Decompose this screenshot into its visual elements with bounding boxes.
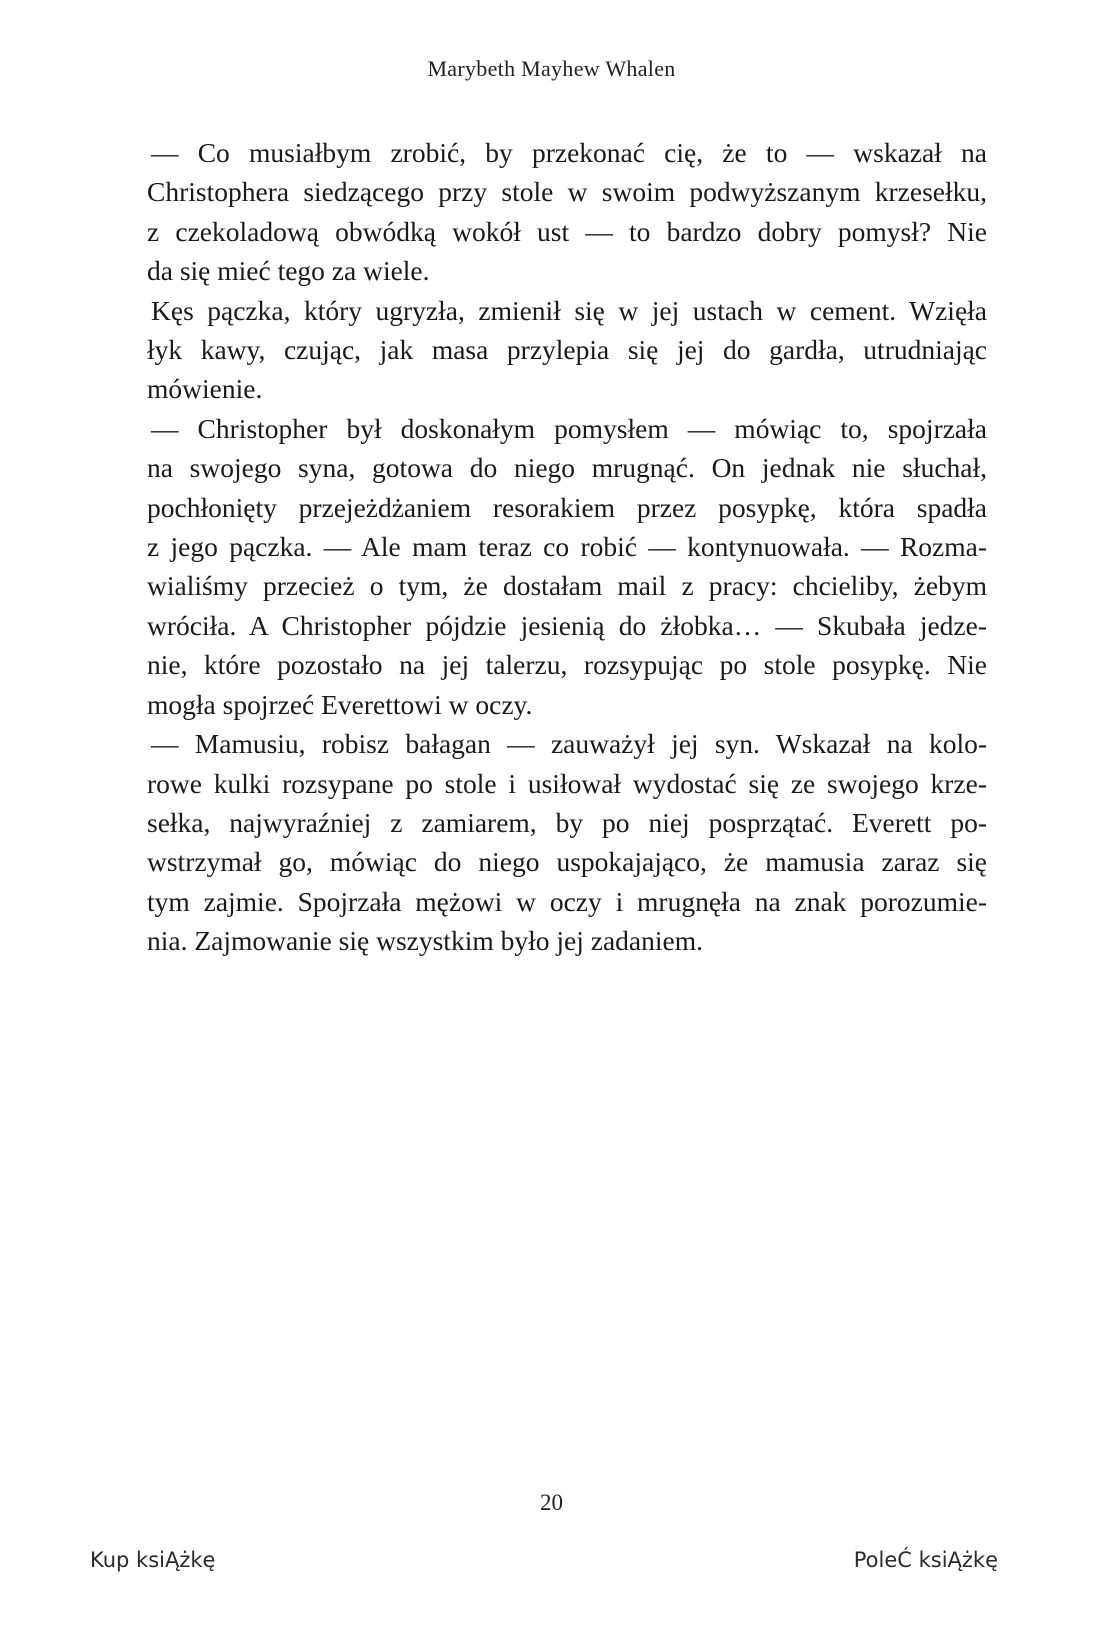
text-line: wialiśmy przecież o tym, że dostałam mail z pracy: chcieliby, żebym [147, 570, 987, 602]
text-line: mówienie. [147, 373, 263, 405]
text-line: z czekoladową obwódką wokół ust — to bardzo dobry pomysł? Nie [147, 215, 987, 247]
text-line: na swojego syna, gotowa do niego mrugnąć. On jednak nie słuchał, [147, 452, 987, 484]
text-line: da się mieć tego za wiele. [147, 255, 430, 287]
text-line: — Christopher był doskonałym pomysłem — mówiąc to, spojrzała [151, 412, 987, 444]
text-line: łyk kawy, czując, jak masa przylepia się jej do gardła, utrudniając [147, 334, 987, 366]
text-line: — Co musiałbym zrobić, by przekonać cię, że to — wskazał na [151, 137, 987, 168]
text-line: wróciła. A Christopher pójdzie jesienią do żłobka… — Skubała jedze- [147, 609, 987, 641]
text-line: pochłonięty przejeżdżaniem resorakiem przez posypkę, która spadła [147, 491, 987, 523]
text-line: rowe kulki rozsypane po stole i usiłował wydostać się ze swojego krze- [147, 767, 987, 799]
text-line: z jego pączka. — Ale mam teraz co robić — kontynuowała. — Rozma- [147, 531, 987, 563]
page-number: 20 [540, 1490, 563, 1515]
text-line: — Mamusiu, robisz bałagan — zauważył jej syn. Wskazał na kolo- [151, 728, 987, 760]
buy-book-link[interactable]: Kup ksiĄżkę [90, 1548, 216, 1572]
text-line: nie, które pozostało na jej talerzu, rozsypując po stole posypkę. Nie [147, 649, 987, 681]
running-header-author: Marybeth Mayhew Whalen [427, 56, 676, 81]
text-line: nia. Zajmowanie się wszystkim było jej zadaniem. [147, 925, 703, 957]
text-line: tym zajmie. Spojrzała mężowi w oczy i mrugnęła na znak porozumie- [147, 885, 987, 917]
text-line: mogła spojrzeć Everettowi w oczy. [147, 688, 533, 720]
text-line: sełka, najwyraźniej z zamiarem, by po niej posprzątać. Everett po- [147, 806, 987, 838]
body-text [147, 133, 987, 961]
text-line: wstrzymał go, mówiąc do niego uspokajająco, że mamusia zaraz się [147, 846, 987, 878]
recommend-book-link[interactable]: PoleĆ ksiĄżkę [853, 1548, 998, 1572]
text-line: Kęs pączka, który ugryzła, zmienił się w jej ustach w cement. Wzięła [151, 294, 987, 326]
text-line: Christophera siedzącego przy stole w swoim podwyższanym krzesełku, [147, 176, 987, 208]
